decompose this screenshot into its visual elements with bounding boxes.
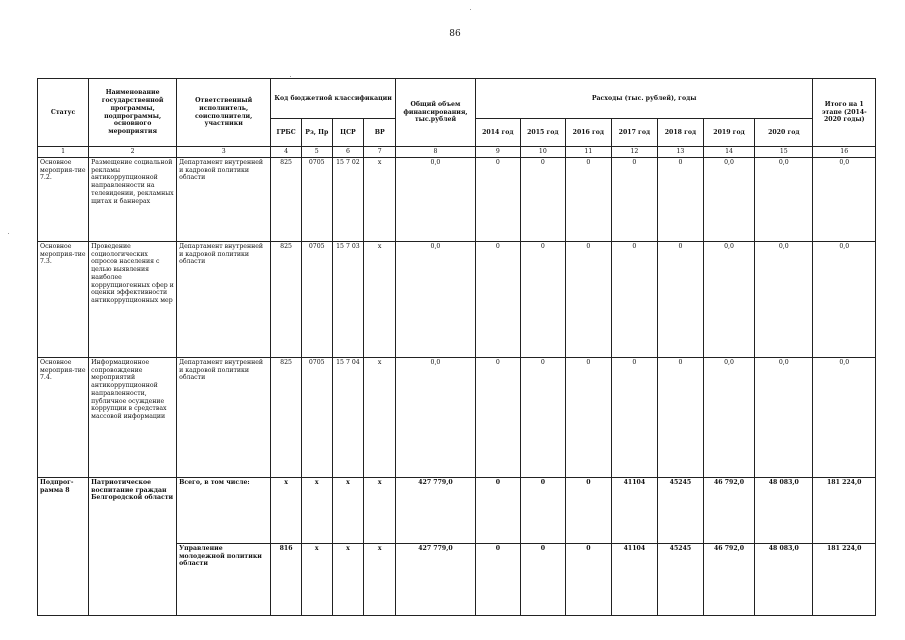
row-stage-total: 0,0 bbox=[813, 157, 876, 241]
row-year-2020: 0,0 bbox=[755, 357, 813, 477]
column-number: 7 bbox=[364, 147, 396, 158]
row-stage-total: 181 224,0 bbox=[813, 477, 876, 543]
row-name: Информационное сопровождение мероприятий антикоррупционной направленности, публичное осуждение коррупции в средствах массовой информации bbox=[89, 357, 177, 477]
scan-speck bbox=[290, 76, 291, 77]
column-number: 10 bbox=[520, 147, 565, 158]
row-responsible: Департамент внутренней и кадровой политики области bbox=[177, 157, 271, 241]
scan-speck bbox=[8, 233, 9, 234]
row-year-2018: 0 bbox=[657, 357, 703, 477]
row-year-2017: 0 bbox=[611, 357, 657, 477]
column-number-row bbox=[38, 147, 876, 158]
row-responsible: Департамент внутренней и кадровой политики области bbox=[177, 241, 271, 357]
row-csr: х bbox=[332, 477, 364, 543]
header-year-2016: 2016 год bbox=[565, 119, 611, 147]
subprogram-status: Подпрог-рамма 8 bbox=[38, 477, 89, 615]
row-vr: х bbox=[364, 543, 396, 615]
table-row bbox=[38, 157, 876, 241]
row-status: Основное мероприя-тие 7.2. bbox=[38, 157, 89, 241]
row-year-2017: 41104 bbox=[611, 477, 657, 543]
row-csr: х bbox=[332, 543, 364, 615]
column-number: 14 bbox=[703, 147, 754, 158]
column-number: 6 bbox=[332, 147, 364, 158]
column-number: 16 bbox=[813, 147, 876, 158]
row-stage-total: 0,0 bbox=[813, 241, 876, 357]
row-rz-pr: 0705 bbox=[301, 157, 332, 241]
row-year-2014: 0 bbox=[475, 157, 520, 241]
row-rz-pr: 0705 bbox=[301, 241, 332, 357]
row-grbs: х bbox=[271, 477, 302, 543]
header-stage-total: Итого на 1 этапе (2014-2020 годы) bbox=[813, 79, 876, 147]
row-status: Основное мероприя-тие 7.3. bbox=[38, 241, 89, 357]
row-responsible: Департамент внутренней и кадровой политики области bbox=[177, 357, 271, 477]
header-year-2017: 2017 год bbox=[611, 119, 657, 147]
row-csr: 15 7 04 bbox=[332, 357, 364, 477]
row-rz-pr: х bbox=[301, 543, 332, 615]
row-year-2015: 0 bbox=[520, 241, 565, 357]
header-rz-pr: Рз, Пр bbox=[301, 119, 332, 147]
row-vr: х bbox=[364, 241, 396, 357]
column-number: 4 bbox=[271, 147, 302, 158]
row-responsible: Управление молодежной политики области bbox=[177, 543, 271, 615]
row-year-2018: 45245 bbox=[657, 543, 703, 615]
header-program-name: Наименование государственной программы, подпрограммы, основного мероприятия bbox=[89, 79, 177, 147]
subprogram-name: Патриотическое воспитание граждан Белгородской области bbox=[89, 477, 177, 615]
header-year-2019: 2019 год bbox=[703, 119, 754, 147]
table-row bbox=[38, 241, 876, 357]
row-total: 427 779,0 bbox=[396, 477, 476, 543]
column-number: 8 bbox=[396, 147, 476, 158]
row-year-2016: 0 bbox=[565, 357, 611, 477]
row-year-2020: 0,0 bbox=[755, 157, 813, 241]
header-grbs: ГРБС bbox=[271, 119, 302, 147]
row-year-2015: 0 bbox=[520, 357, 565, 477]
row-total: 0,0 bbox=[396, 157, 476, 241]
row-year-2016: 0 bbox=[565, 477, 611, 543]
row-year-2020: 48 083,0 bbox=[755, 477, 813, 543]
row-year-2015: 0 bbox=[520, 543, 565, 615]
row-year-2017: 41104 bbox=[611, 543, 657, 615]
row-year-2016: 0 bbox=[565, 543, 611, 615]
column-number: 3 bbox=[177, 147, 271, 158]
row-year-2019: 0,0 bbox=[703, 157, 754, 241]
header-year-2014: 2014 год bbox=[475, 119, 520, 147]
row-vr: х bbox=[364, 357, 396, 477]
row-total: 427 779,0 bbox=[396, 543, 476, 615]
row-grbs: 825 bbox=[271, 241, 302, 357]
table-row bbox=[38, 477, 876, 543]
row-year-2014: 0 bbox=[475, 543, 520, 615]
header-year-2015: 2015 год bbox=[520, 119, 565, 147]
row-year-2018: 0 bbox=[657, 157, 703, 241]
budget-table bbox=[37, 78, 876, 616]
column-number: 12 bbox=[611, 147, 657, 158]
row-rz-pr: 0705 bbox=[301, 357, 332, 477]
column-number: 9 bbox=[475, 147, 520, 158]
header-status: Статус bbox=[38, 79, 89, 147]
header-budget-code: Код бюджетной классификации bbox=[271, 79, 396, 119]
scan-speck bbox=[470, 9, 471, 10]
row-grbs: 816 bbox=[271, 543, 302, 615]
column-number: 11 bbox=[565, 147, 611, 158]
row-year-2019: 46 792,0 bbox=[703, 543, 754, 615]
column-number: 15 bbox=[755, 147, 813, 158]
header-expenses: Расходы (тыс. рублей), годы bbox=[475, 79, 813, 119]
row-year-2015: 0 bbox=[520, 477, 565, 543]
row-year-2017: 0 bbox=[611, 241, 657, 357]
row-year-2020: 48 083,0 bbox=[755, 543, 813, 615]
header-vr: ВР bbox=[364, 119, 396, 147]
header-total-volume: Общий объем финансирования, тыс.рублей bbox=[396, 79, 476, 147]
row-responsible: Всего, в том числе: bbox=[177, 477, 271, 543]
row-year-2019: 46 792,0 bbox=[703, 477, 754, 543]
row-grbs: 825 bbox=[271, 357, 302, 477]
row-vr: х bbox=[364, 157, 396, 241]
column-number: 1 bbox=[38, 147, 89, 158]
table-row bbox=[38, 357, 876, 477]
row-year-2016: 0 bbox=[565, 241, 611, 357]
column-number: 2 bbox=[89, 147, 177, 158]
page-number: 86 bbox=[449, 29, 461, 39]
row-year-2018: 45245 bbox=[657, 477, 703, 543]
row-csr: 15 7 02 bbox=[332, 157, 364, 241]
row-year-2020: 0,0 bbox=[755, 241, 813, 357]
row-year-2019: 0,0 bbox=[703, 241, 754, 357]
header-responsible: Ответственный исполнитель, соисполнители, участники bbox=[177, 79, 271, 147]
row-year-2014: 0 bbox=[475, 477, 520, 543]
row-name: Проведение социологических опросов населения с целью выявления наиболее коррупциогенных сфер и оценки эффективности антикоррупционных мер bbox=[89, 241, 177, 357]
header-csr: ЦСР bbox=[332, 119, 364, 147]
row-rz-pr: х bbox=[301, 477, 332, 543]
row-year-2017: 0 bbox=[611, 157, 657, 241]
header-year-2020: 2020 год bbox=[755, 119, 813, 147]
row-status: Основное мероприя-тие 7.4. bbox=[38, 357, 89, 477]
column-number: 5 bbox=[301, 147, 332, 158]
row-stage-total: 181 224,0 bbox=[813, 543, 876, 615]
row-year-2018: 0 bbox=[657, 241, 703, 357]
row-stage-total: 0,0 bbox=[813, 357, 876, 477]
row-year-2014: 0 bbox=[475, 357, 520, 477]
row-csr: 15 7 03 bbox=[332, 241, 364, 357]
row-total: 0,0 bbox=[396, 357, 476, 477]
row-year-2016: 0 bbox=[565, 157, 611, 241]
column-number: 13 bbox=[657, 147, 703, 158]
row-name: Размещение социальной рекламы антикоррупционной направленности на телевидении, рекламных щитах и баннерах bbox=[89, 157, 177, 241]
row-vr: х bbox=[364, 477, 396, 543]
header-year-2018: 2018 год bbox=[657, 119, 703, 147]
row-year-2015: 0 bbox=[520, 157, 565, 241]
row-year-2014: 0 bbox=[475, 241, 520, 357]
row-grbs: 825 bbox=[271, 157, 302, 241]
row-total: 0,0 bbox=[396, 241, 476, 357]
row-year-2019: 0,0 bbox=[703, 357, 754, 477]
